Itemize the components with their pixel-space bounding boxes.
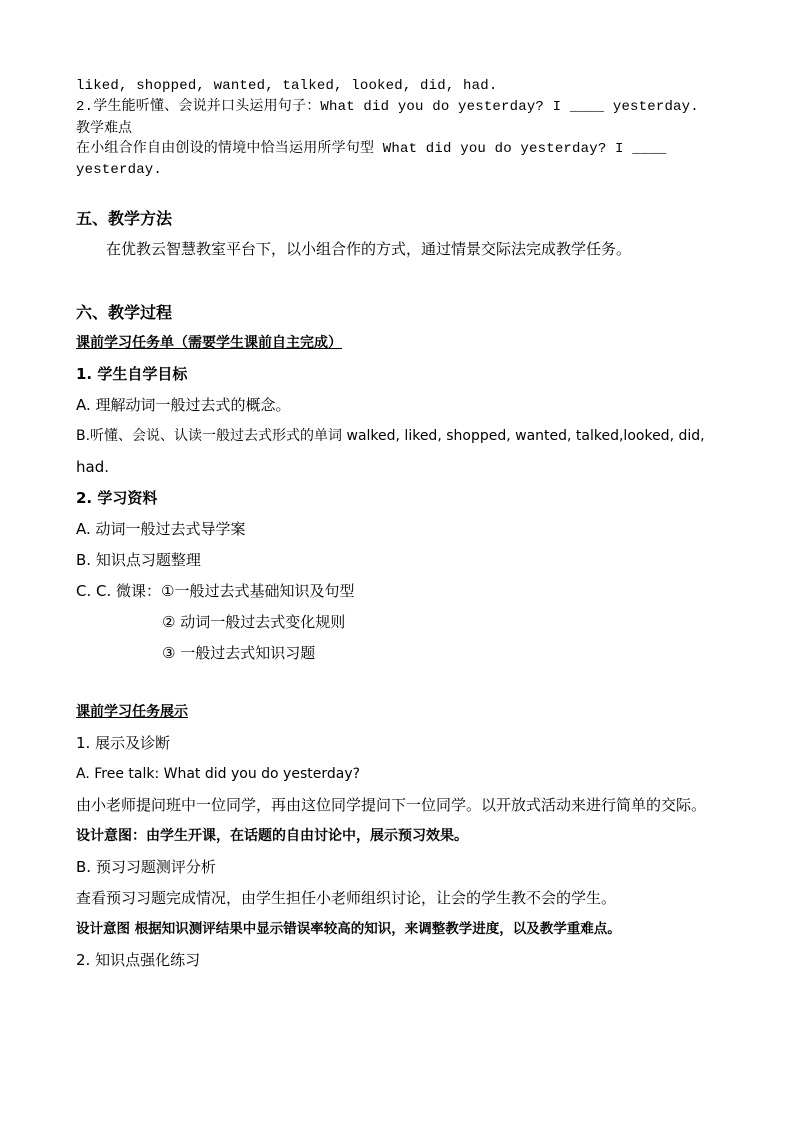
material-a: A. 动词一般过去式导学案 bbox=[76, 520, 246, 538]
pre-task-show-title: 课前学习任务展示 bbox=[76, 704, 188, 720]
difficulty-line-2: yesterday. bbox=[76, 162, 163, 178]
pre-task-title: 课前学习任务单（需要学生课前自主完成） bbox=[76, 335, 342, 351]
free-talk-description: 由小老师提问班中一位同学，再由这位同学提问下一位同学。以开放式活动来进行简单的交际。 bbox=[76, 796, 707, 814]
material-c-3: ③ 一般过去式知识习题 bbox=[162, 644, 316, 662]
material-c-2: ② 动词一般过去式变化规则 bbox=[162, 613, 346, 631]
free-talk-item: A. Free talk: What did you do yesterday? bbox=[76, 766, 361, 782]
show-step-2: 2. 知识点强化练习 bbox=[76, 951, 201, 969]
teaching-method-text: 在优教云智慧教室平台下，以小组合作的方式，通过情景交际法完成教学任务。 bbox=[106, 240, 632, 258]
material-b: B. 知识点习题整理 bbox=[76, 551, 201, 569]
design-intent-2: 设计意图 根据知识测评结果中显示错误率较高的知识，来调整教学进度，以及教学重难点。 bbox=[76, 921, 621, 937]
goal-a: A. 理解动词一般过去式的概念。 bbox=[76, 396, 291, 414]
document-page bbox=[76, 76, 720, 976]
preview-analysis-description: 查看预习习题完成情况，由学生担任小老师组织讨论，让会的学生教不会的学生。 bbox=[76, 889, 617, 907]
section-6-heading: 六、教学过程 bbox=[76, 303, 173, 322]
section-5-heading: 五、教学方法 bbox=[76, 209, 173, 228]
vocab-line: liked, shopped, wanted, talked, looked, did, had. bbox=[76, 78, 498, 94]
material-heading: 2. 学习资料 bbox=[76, 489, 158, 507]
goal-b-line-2: had. bbox=[76, 458, 109, 476]
difficulty-line-1: 在小组合作自由创设的情境中恰当运用所学句型 What did you do yesterday? I ____ bbox=[76, 141, 667, 157]
show-step-1: 1. 展示及诊断 bbox=[76, 734, 171, 752]
material-c-1: C. C. 微课：①一般过去式基础知识及句型 bbox=[76, 582, 355, 600]
difficulty-heading: 教学难点 bbox=[76, 120, 132, 136]
preview-analysis-item: B. 预习习题测评分析 bbox=[76, 858, 216, 876]
goal-b-line-1: B.听懂、会说、认读一般过去式形式的单词 walked, liked, shopped, wanted, talked,looked, did, bbox=[76, 428, 705, 444]
sentence-objective: 2.学生能听懂、会说并口头运用句子：What did you do yesterday? I ____ yesterday. bbox=[76, 99, 699, 115]
goal-heading: 1. 学生自学目标 bbox=[76, 365, 188, 383]
design-intent-1: 设计意图：由学生开课，在话题的自由讨论中，展示预习效果。 bbox=[76, 828, 468, 844]
